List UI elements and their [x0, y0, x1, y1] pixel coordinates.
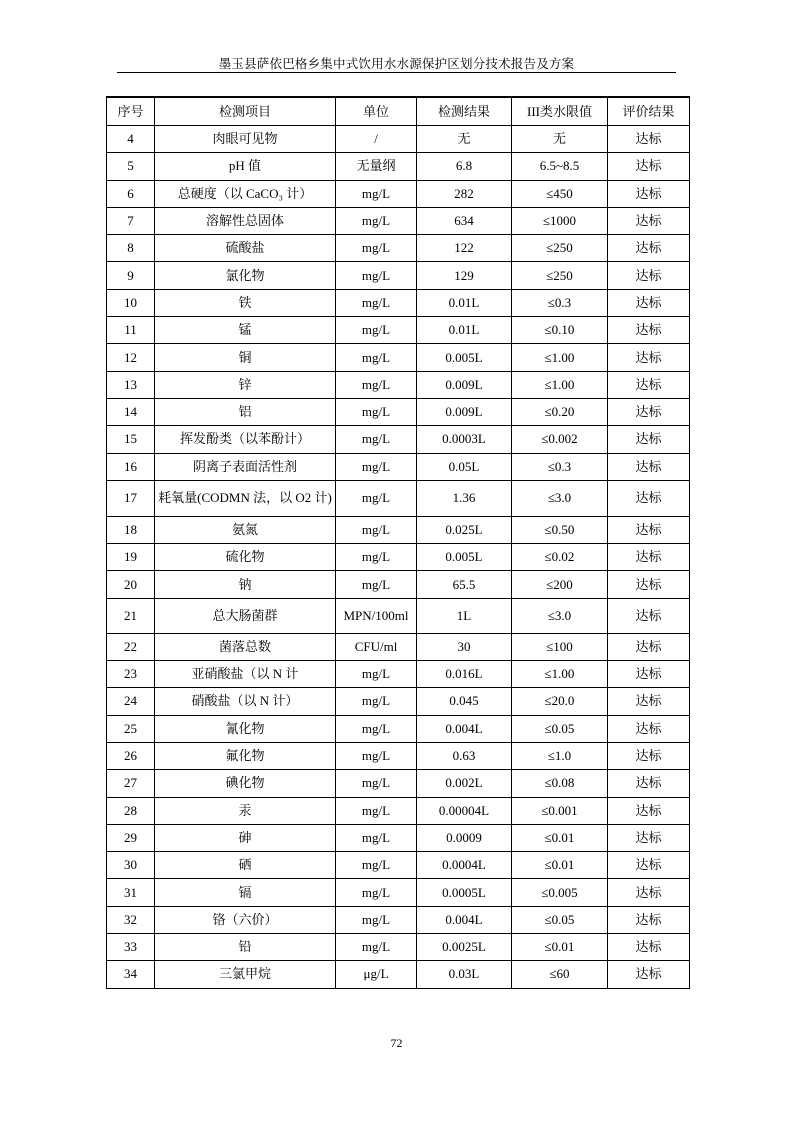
table-cell: 14 [107, 398, 155, 425]
table-cell: 0.002L [417, 770, 512, 797]
table-cell: 铬（六价） [155, 906, 336, 933]
table-cell: mg/L [336, 207, 417, 234]
table-cell: 铅 [155, 934, 336, 961]
table-row [107, 544, 690, 571]
table-cell: 达标 [608, 344, 690, 371]
table-cell: 达标 [608, 661, 690, 688]
table-row [107, 126, 690, 153]
table-cell: 硝酸盐（以 N 计） [155, 688, 336, 715]
table-cell: mg/L [336, 180, 417, 207]
table-cell: 达标 [608, 633, 690, 660]
table-cell: mg/L [336, 934, 417, 961]
table-row [107, 961, 690, 988]
table-row [107, 453, 690, 480]
table-cell: 达标 [608, 715, 690, 742]
header-rule [117, 72, 676, 73]
table-cell: 0.009L [417, 398, 512, 425]
column-header: 评价结果 [608, 97, 690, 126]
table-cell: ≤1.0 [512, 742, 608, 769]
table-cell: 达标 [608, 453, 690, 480]
table-cell: mg/L [336, 426, 417, 453]
table-cell: 65.5 [417, 571, 512, 598]
table-cell: 达标 [608, 480, 690, 516]
table-cell: ≤3.0 [512, 598, 608, 633]
table-cell: 31 [107, 879, 155, 906]
table-row [107, 797, 690, 824]
table-cell: 15 [107, 426, 155, 453]
table-cell: 0.05L [417, 453, 512, 480]
table-cell: 达标 [608, 180, 690, 207]
table-cell: 1.36 [417, 480, 512, 516]
page-header-title: 墨玉县萨依巴格乡集中式饮用水水源保护区划分技术报告及方案 [218, 57, 575, 71]
table-row [107, 398, 690, 425]
table-cell: 0.0009 [417, 824, 512, 851]
table-cell: μg/L [336, 961, 417, 988]
table-cell: 达标 [608, 371, 690, 398]
table-cell: ≤0.001 [512, 797, 608, 824]
table-cell: ≤0.02 [512, 544, 608, 571]
table-body [107, 126, 690, 989]
table-cell: mg/L [336, 852, 417, 879]
table-cell: MPN/100ml [336, 598, 417, 633]
table-row [107, 289, 690, 316]
column-header: 检测项目 [155, 97, 336, 126]
table-cell: 无 [512, 126, 608, 153]
table-cell: 0.03L [417, 961, 512, 988]
table-cell: 5 [107, 153, 155, 180]
table-cell: mg/L [336, 453, 417, 480]
table-cell: mg/L [336, 770, 417, 797]
table-cell: 1L [417, 598, 512, 633]
table-cell: mg/L [336, 317, 417, 344]
table-cell: 6.5~8.5 [512, 153, 608, 180]
table-cell: mg/L [336, 906, 417, 933]
table-cell: 锰 [155, 317, 336, 344]
table-cell: mg/L [336, 661, 417, 688]
table-cell: 12 [107, 344, 155, 371]
table-cell: pH 值 [155, 153, 336, 180]
table-row [107, 480, 690, 516]
table-cell: 砷 [155, 824, 336, 851]
table-cell: mg/L [336, 516, 417, 543]
water-quality-table [106, 96, 690, 989]
table-cell: / [336, 126, 417, 153]
table-cell: 总硬度（以 CaCO₃ 计） [155, 180, 336, 207]
table-row [107, 934, 690, 961]
table-cell: 0.00004L [417, 797, 512, 824]
table-cell: mg/L [336, 262, 417, 289]
table-cell: 13 [107, 371, 155, 398]
table-cell: 0.016L [417, 661, 512, 688]
table-cell: 达标 [608, 317, 690, 344]
table-cell: mg/L [336, 797, 417, 824]
table-cell: ≤0.10 [512, 317, 608, 344]
table-cell: 铁 [155, 289, 336, 316]
table-cell: 氯化物 [155, 262, 336, 289]
table-cell: 达标 [608, 426, 690, 453]
table-cell: 达标 [608, 126, 690, 153]
table-cell: 0.0003L [417, 426, 512, 453]
table-cell: 菌落总数 [155, 633, 336, 660]
table-cell: 9 [107, 262, 155, 289]
table-row [107, 906, 690, 933]
table-cell: 镉 [155, 879, 336, 906]
table-cell: 钠 [155, 571, 336, 598]
table-cell: ≤0.05 [512, 715, 608, 742]
table-cell: 达标 [608, 544, 690, 571]
table-cell: ≤450 [512, 180, 608, 207]
table-row [107, 180, 690, 207]
table-cell: 达标 [608, 235, 690, 262]
table-cell: mg/L [336, 688, 417, 715]
table-cell: ≤0.08 [512, 770, 608, 797]
table-cell: 0.005L [417, 344, 512, 371]
table-cell: 达标 [608, 207, 690, 234]
table-cell: 6 [107, 180, 155, 207]
table-cell: 11 [107, 317, 155, 344]
table-cell: ≤0.01 [512, 824, 608, 851]
table-cell: 0.004L [417, 906, 512, 933]
table-cell: 达标 [608, 742, 690, 769]
table-cell: 达标 [608, 852, 690, 879]
table-cell: 0.009L [417, 371, 512, 398]
table-cell: 达标 [608, 571, 690, 598]
table-cell: ≤3.0 [512, 480, 608, 516]
table-row [107, 770, 690, 797]
table-cell: ≤0.01 [512, 852, 608, 879]
table-cell: 达标 [608, 289, 690, 316]
table-cell: 4 [107, 126, 155, 153]
table-row [107, 153, 690, 180]
table-cell: 亚硝酸盐（以 N 计 [155, 661, 336, 688]
column-header: III类水限值 [512, 97, 608, 126]
table-cell: 达标 [608, 906, 690, 933]
column-header: 单位 [336, 97, 417, 126]
table-row [107, 852, 690, 879]
table-cell: ≤1.00 [512, 344, 608, 371]
table-row [107, 571, 690, 598]
table-cell: 耗氧量(CODMN 法，以 O2 计) [155, 480, 336, 516]
table-row [107, 371, 690, 398]
table-cell: 17 [107, 480, 155, 516]
table-cell: 33 [107, 934, 155, 961]
table-cell: 无量纲 [336, 153, 417, 180]
table-cell: ≤0.50 [512, 516, 608, 543]
table-cell: mg/L [336, 344, 417, 371]
table-cell: 阴离子表面活性剂 [155, 453, 336, 480]
table-cell: 0.025L [417, 516, 512, 543]
table-cell: 氨氮 [155, 516, 336, 543]
table-header-row [107, 97, 690, 126]
table-cell: 34 [107, 961, 155, 988]
table-cell: 7 [107, 207, 155, 234]
table-cell: 氰化物 [155, 715, 336, 742]
table-cell: 达标 [608, 797, 690, 824]
table-row [107, 742, 690, 769]
table-cell: 18 [107, 516, 155, 543]
table-cell: 23 [107, 661, 155, 688]
table-cell: 16 [107, 453, 155, 480]
table-cell: 0.045 [417, 688, 512, 715]
table-row [107, 317, 690, 344]
table-cell: mg/L [336, 289, 417, 316]
table-cell: 铜 [155, 344, 336, 371]
table-cell: 达标 [608, 153, 690, 180]
table-row [107, 516, 690, 543]
table-cell: 碘化物 [155, 770, 336, 797]
table-cell: 达标 [608, 770, 690, 797]
table-cell: 溶解性总固体 [155, 207, 336, 234]
table-cell: 8 [107, 235, 155, 262]
table-row [107, 688, 690, 715]
table-row [107, 344, 690, 371]
table-cell: mg/L [336, 879, 417, 906]
table-cell: ≤1000 [512, 207, 608, 234]
table-row [107, 426, 690, 453]
table-cell: 28 [107, 797, 155, 824]
table-cell: ≤200 [512, 571, 608, 598]
table-cell: ≤0.05 [512, 906, 608, 933]
table-cell: 达标 [608, 879, 690, 906]
table-cell: 24 [107, 688, 155, 715]
table-cell: 19 [107, 544, 155, 571]
table-cell: 无 [417, 126, 512, 153]
table-cell: 10 [107, 289, 155, 316]
table-cell: mg/L [336, 715, 417, 742]
table-cell: 22 [107, 633, 155, 660]
table-cell: 铝 [155, 398, 336, 425]
table-cell: 总大肠菌群 [155, 598, 336, 633]
table-cell: ≤0.3 [512, 453, 608, 480]
table-cell: 挥发酚类（以苯酚计） [155, 426, 336, 453]
table-cell: 26 [107, 742, 155, 769]
table-cell: 硒 [155, 852, 336, 879]
table-cell: 氟化物 [155, 742, 336, 769]
table-row [107, 661, 690, 688]
table-cell: mg/L [336, 398, 417, 425]
table-row [107, 633, 690, 660]
table-cell: 达标 [608, 262, 690, 289]
table-row [107, 824, 690, 851]
table-cell: ≤100 [512, 633, 608, 660]
table-cell: 0.01L [417, 289, 512, 316]
column-header: 序号 [107, 97, 155, 126]
table-cell: 27 [107, 770, 155, 797]
table-cell: 122 [417, 235, 512, 262]
table-cell: 0.0005L [417, 879, 512, 906]
table-cell: mg/L [336, 544, 417, 571]
table-row [107, 235, 690, 262]
table-cell: 达标 [608, 598, 690, 633]
table-row [107, 262, 690, 289]
table-cell: mg/L [336, 742, 417, 769]
table-cell: 634 [417, 207, 512, 234]
table-cell: ≤250 [512, 262, 608, 289]
table-cell: 0.63 [417, 742, 512, 769]
table-cell: 29 [107, 824, 155, 851]
table-cell: 30 [107, 852, 155, 879]
table-cell: ≤1.00 [512, 661, 608, 688]
table-cell: mg/L [336, 824, 417, 851]
table-cell: 282 [417, 180, 512, 207]
table-cell: CFU/ml [336, 633, 417, 660]
page-number: 72 [390, 1036, 403, 1050]
table-cell: 32 [107, 906, 155, 933]
table-cell: 达标 [608, 688, 690, 715]
table-cell: ≤60 [512, 961, 608, 988]
table-cell: 0.004L [417, 715, 512, 742]
table-cell: ≤0.3 [512, 289, 608, 316]
table-cell: mg/L [336, 571, 417, 598]
table-cell: 129 [417, 262, 512, 289]
table-cell: 0.0025L [417, 934, 512, 961]
table-cell: 30 [417, 633, 512, 660]
table-cell: ≤1.00 [512, 371, 608, 398]
table-cell: 锌 [155, 371, 336, 398]
table-cell: 21 [107, 598, 155, 633]
table-cell: 达标 [608, 824, 690, 851]
table-cell: 0.0004L [417, 852, 512, 879]
table-cell: ≤0.002 [512, 426, 608, 453]
table-cell: mg/L [336, 480, 417, 516]
table-row [107, 207, 690, 234]
table-cell: ≤250 [512, 235, 608, 262]
table-cell: 25 [107, 715, 155, 742]
table-cell: 硫化物 [155, 544, 336, 571]
table-cell: ≤0.20 [512, 398, 608, 425]
table-cell: mg/L [336, 235, 417, 262]
table-cell: 达标 [608, 398, 690, 425]
table-row [107, 879, 690, 906]
column-header: 检测结果 [417, 97, 512, 126]
table-cell: 6.8 [417, 153, 512, 180]
table-cell: 汞 [155, 797, 336, 824]
table-row [107, 715, 690, 742]
table-cell: 硫酸盐 [155, 235, 336, 262]
table-cell: 肉眼可见物 [155, 126, 336, 153]
table-cell: 20 [107, 571, 155, 598]
table-cell: mg/L [336, 371, 417, 398]
table-cell: ≤0.005 [512, 879, 608, 906]
table-row [107, 598, 690, 633]
table-cell: 达标 [608, 934, 690, 961]
table-cell: 三氯甲烷 [155, 961, 336, 988]
table-cell: 0.01L [417, 317, 512, 344]
table-cell: ≤20.0 [512, 688, 608, 715]
table-cell: 0.005L [417, 544, 512, 571]
table-cell: 达标 [608, 516, 690, 543]
table-cell: ≤0.01 [512, 934, 608, 961]
table-cell: 达标 [608, 961, 690, 988]
